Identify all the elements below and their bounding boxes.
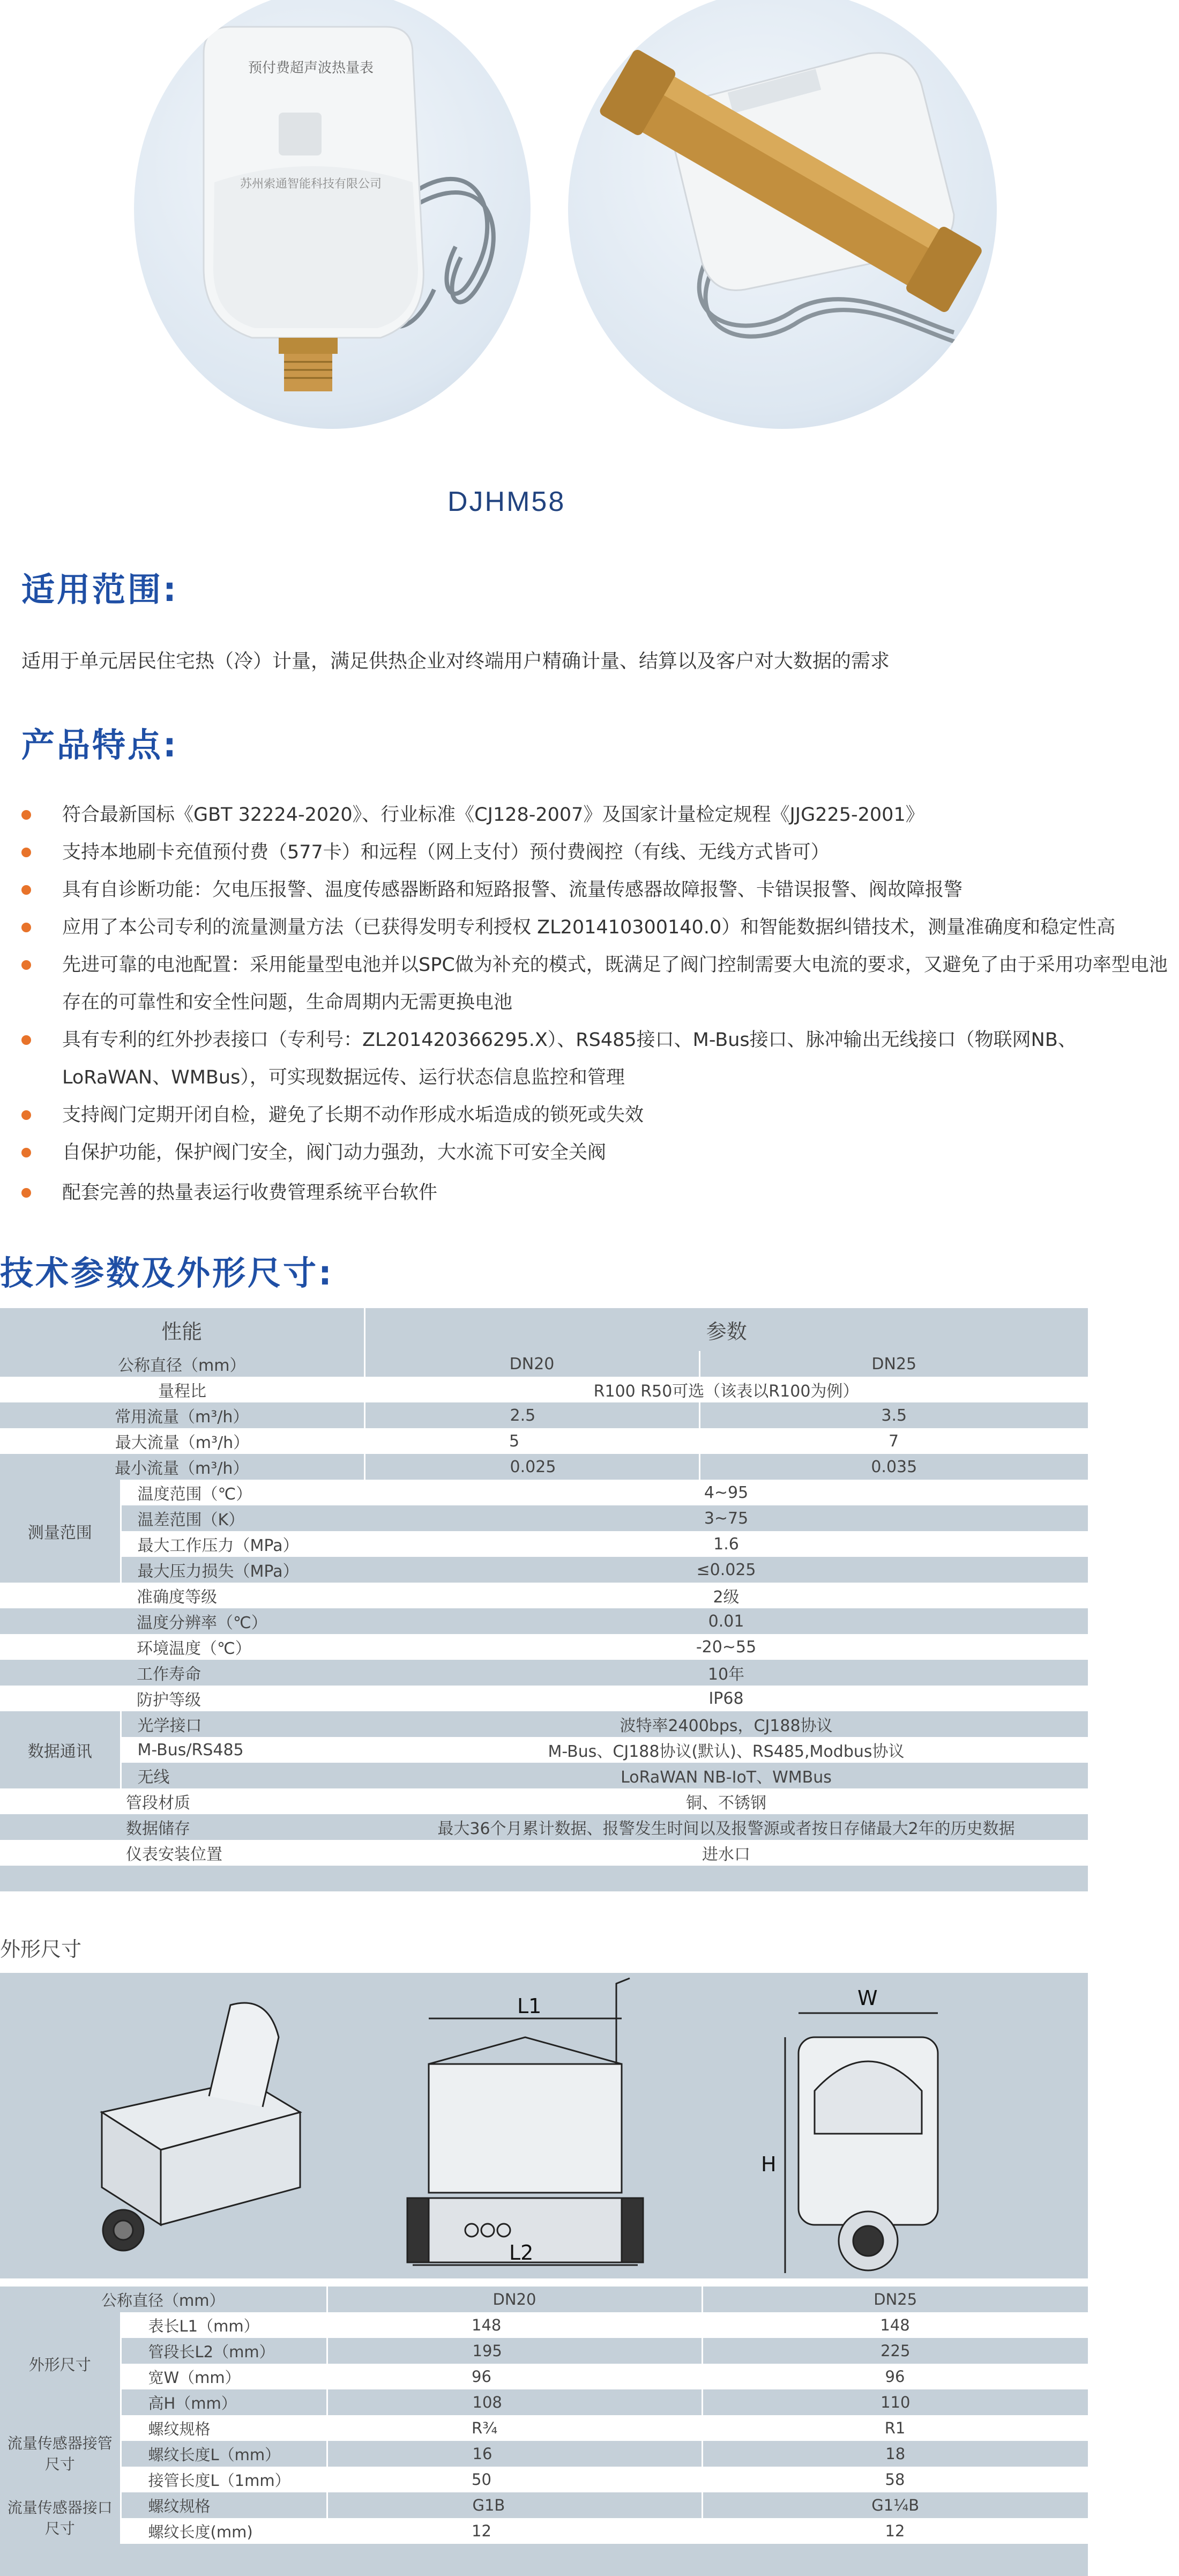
header-performance: 性能	[0, 1308, 364, 1351]
bullet-icon	[21, 885, 31, 895]
spec-header-row	[0, 1308, 1088, 1351]
table-row: 螺纹长度(mm) 12 12	[148, 2522, 905, 2541]
table-row: 外形尺寸 表长L1（mm） 148 148	[0, 2312, 1088, 2338]
bullet-icon	[21, 848, 31, 857]
table-row: 管段材质 铜、不锈钢	[126, 1794, 767, 1813]
table-row: 工作寿命 10年	[0, 1660, 1088, 1686]
group-iface: 流量传感器接口尺寸	[0, 2492, 121, 2544]
header-params: 参数	[364, 1308, 1088, 1351]
table-row: 管段长L2（mm） 195 225	[0, 2338, 1088, 2364]
table-row: 最小流量（m³/h） 0.025 0.035	[0, 1454, 1088, 1480]
photo-label-title: 预付费超声波热量表	[248, 60, 374, 76]
table-row: 公称直径（mm） DN20 DN25	[0, 2287, 1088, 2312]
table-row: 环境温度（℃） -20~55	[137, 1637, 757, 1658]
table-row: 数据储存 最大36个月累计数据、报警发生时间以及报警源或者按日存储最大2年的历史数据	[0, 1814, 1088, 1840]
table-row: 宽W（mm） 96 96	[148, 2367, 905, 2387]
group-pipe: 流量传感器接管尺寸	[0, 2415, 121, 2492]
table-row: M-Bus/RS485 M-Bus、CJ188协议(默认)、RS485,Modbus协议	[137, 1740, 905, 1761]
scope-text: 适用于单元居民住宅热（冷）计量，满足供热企业对终端用户精确计量、结算以及客户对大数据的需求	[21, 650, 890, 672]
table-row: 高H（mm） 108 110	[0, 2389, 1088, 2415]
table-row: 准确度等级 2级	[137, 1588, 740, 1607]
feature-item: 配套完善的热量表运行收费管理系统平台软件	[21, 1174, 1168, 1212]
feature-item: 先进可靠的电池配置：采用能量型电池并以SPC做为补充的模式，既满足了阀门控制需要大电流的要求，又避免了由于采用功率型电池存在的可靠性和安全性问题，生命周期内无需更换电池	[21, 946, 1168, 1021]
feature-item: 具有专利的红外抄表接口（专利号：ZL201420366295.X）、RS485接口、M-Bus接口、脉冲输出无线接口（物联网NB、LoRaWAN、WMBus），可实现数据远传、运行状态信息监控和管理	[21, 1021, 1168, 1096]
bullet-icon	[21, 1188, 31, 1198]
table-row: 测量范围 温度范围（℃） 4~95	[0, 1480, 1088, 1505]
photo-label-company: 苏州索通智能科技有限公司	[240, 177, 382, 191]
table-row: 螺纹长度L（mm） 16 18	[0, 2441, 1088, 2467]
product-photo-front	[134, 0, 531, 429]
drawing-label-l2: L2	[509, 2241, 534, 2265]
bullet-icon	[21, 1148, 31, 1157]
spec-table	[0, 1308, 1088, 1891]
bullet-icon	[21, 810, 31, 820]
feature-item: 具有自诊断功能：欠电压报警、温度传感器断路和短路报警、流量传感器故障报警、卡错误报警、阀故障报警	[21, 871, 1168, 909]
table-row: 温度分辨率（℃） 0.01	[0, 1608, 1088, 1634]
bullet-icon	[21, 923, 31, 932]
table-row: 无线 LoRaWAN NB-IoT、WMBus	[0, 1763, 1088, 1788]
model-number: DJHM58	[447, 486, 566, 517]
table-row: 防护等级 IP68	[137, 1689, 744, 1710]
table-row: 最大流量（m³/h） 5 7	[115, 1431, 899, 1452]
group-comm: 数据通讯	[0, 1711, 121, 1788]
table-row: 公称直径（mm） DN20 DN25	[0, 1351, 1088, 1377]
feature-item: 支持阀门定期开闭自检，避免了长期不动作形成水垢造成的锁死或失效	[21, 1096, 1168, 1134]
table-row: 温差范围（K） 3~75	[0, 1505, 1088, 1531]
table-row: 数据通讯 光学接口 波特率2400bps，CJ188协议	[0, 1711, 1088, 1737]
bullet-icon	[21, 1110, 31, 1120]
product-photo-side	[568, 0, 997, 429]
meter-front-illustration	[134, 0, 531, 429]
table-row: 量程比 R100 R50可选（该表以R100为例）	[158, 1382, 859, 1401]
bullet-icon	[21, 960, 31, 970]
drawing-label-l1: L1	[517, 1994, 542, 2018]
features-title: 产品特点:	[21, 725, 178, 764]
group-measure: 测量范围	[0, 1480, 121, 1583]
feature-item: 应用了本公司专利的流量测量方法（已获得发明专利授权 ZL201410300140.0）和智能数据纠错技术，测量准确度和稳定性高	[21, 909, 1168, 946]
table-row: 流量传感器接口尺寸 螺纹规格 G1B G1¼B	[0, 2492, 1088, 2518]
table-row: 常用流量（m³/h） 2.5 3.5	[0, 1402, 1088, 1428]
feature-item: 支持本地刷卡充值预付费（577卡）和远程（网上支付）预付费阀控（有线、无线方式皆可）	[21, 834, 1168, 871]
bullet-icon	[21, 1035, 31, 1045]
table-row: 最大工作压力（MPa） 1.6	[137, 1534, 739, 1555]
dimension-table	[0, 2287, 1088, 2576]
meter-side-illustration	[568, 0, 997, 429]
dimensions-title: 外形尺寸	[0, 1937, 82, 1961]
drawing-label-h: H	[761, 2152, 777, 2176]
group-outer: 外形尺寸	[0, 2312, 121, 2415]
table-row: 最大压力损失（MPa） ≤0.025	[0, 1557, 1088, 1583]
feature-item: 自保护功能，保护阀门安全，阀门动力强劲，大水流下可安全关阀	[21, 1134, 1168, 1171]
specs-title: 技术参数及外形尺寸:	[0, 1253, 334, 1293]
scope-title: 适用范围:	[21, 570, 178, 609]
drawing-label-w: W	[857, 1986, 878, 2010]
dimension-drawings	[0, 1973, 1088, 2278]
table-row: 接管长度L（1mm） 50 58	[148, 2470, 905, 2490]
feature-item: 符合最新国标《GBT 32224-2020》、行业标准《CJ128-2007》及国家计量检定规程《JJG225-2001》	[21, 796, 1168, 834]
technical-drawing	[0, 1973, 1088, 2278]
table-row: 流量传感器接管尺寸 螺纹规格 R¾ R1	[0, 2415, 1088, 2441]
table-row: 仪表安装位置 进水口	[126, 1845, 751, 1864]
